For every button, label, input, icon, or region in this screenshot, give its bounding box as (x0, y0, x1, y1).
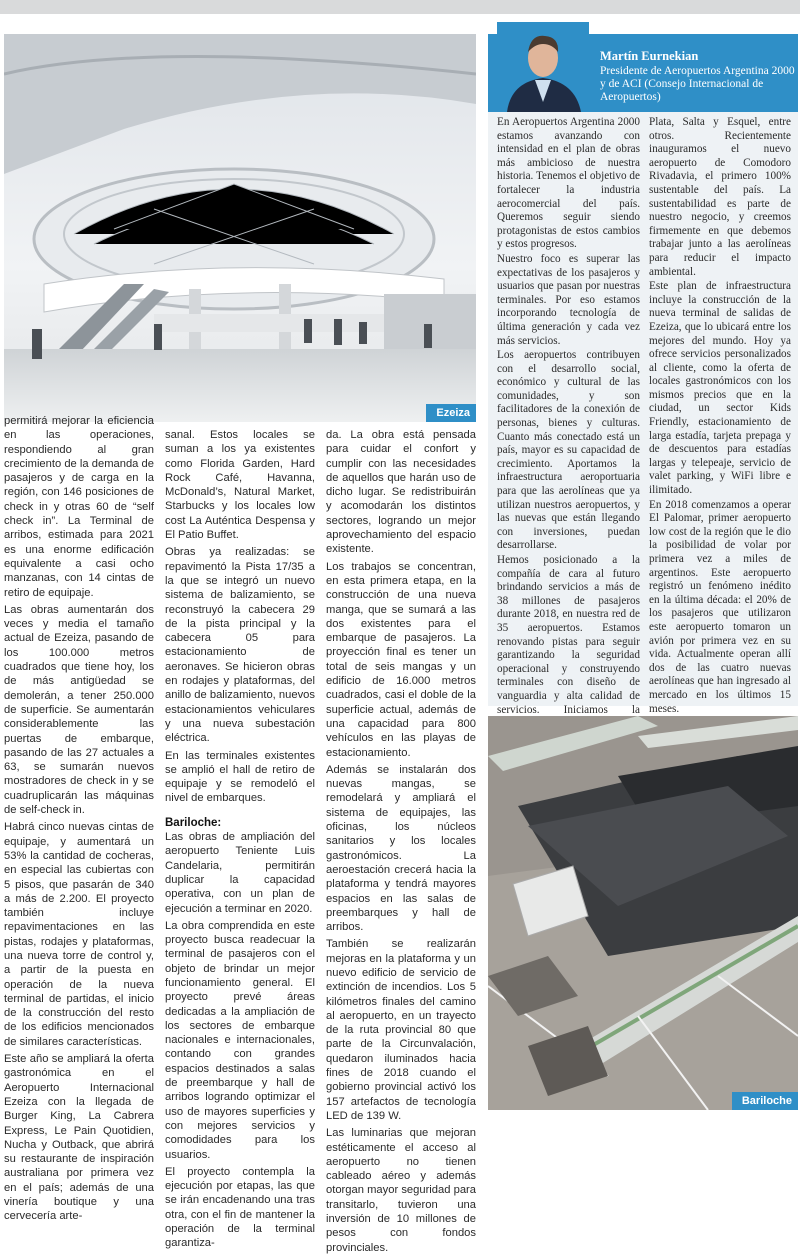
article-paragraph: sanal. Estos locales se suman a los ya existentes como Florida Garden, Hard Rock Café, Havanna, McDonald’s, Natural Market, Starbucks y los locales low cost La Auténtica Despensa y El Patio Buffet. (165, 429, 315, 542)
interview-paragraph: Los aeropuertos contribuyen con el desarrollo social, económico y cultural de las comunidades, y son facilitadores de la conexión de personas, bienes y culturas. Cuanto más conectado está un país, mayor es su capacidad de crecimiento. Aportamos la infraestructura aeroportuaria para que las aerolíneas que ya utilizan nuestros aeropuertos, y las nuevas que están llegando con inversiones, puedan desarrollarse. (497, 349, 640, 552)
interviewee-credit (600, 50, 796, 104)
article-paragraph: Las luminarias que mejoran estéticamente el acceso al aeropuerto no tienen cableado aéreo y además otorgan mayor seguridad para transitarlo, tuvieron una inversión de 10 millones de pesos con fondos provinciales. (326, 1127, 476, 1254)
bariloche-airport-photo (488, 716, 798, 1110)
interview-paragraph: Plata, Salta y Esquel, entre otros. Recientemente inauguramos el nuevo aeropuerto de Comodoro Rivadavia, el primero 100% sustentable del país. La sustentabilidad es parte de nuestro negocio, y creemos firmemente en que debemos trabajar junto a las aerolíneas para reducir el impacto ambiental. (649, 116, 791, 278)
article-column-1 (4, 414, 154, 1227)
article-paragraph: Las obras de ampliación del aeropuerto Teniente Luis Candelaria, permitirán duplicar la capacidad operativa, con un plan de ejecución a terminar en 2020. (165, 831, 315, 915)
article-column-3 (326, 428, 476, 1258)
interview-paragraph: En Aeropuertos Argentina 2000 estamos avanzando con intensidad en el plan de obras más ambicioso de nuestra historia. Tenemos el objetivo de fortalecer la industria aerocomercial del país. Queremos seguir siendo protagonistas de estos cambios y estos progresos. (497, 116, 640, 251)
article-paragraph: permitirá mejorar la eficiencia en las operaciones, respondiendo al gran crecimiento de la demanda de pasajeros y de carga en la región, con 146 posiciones de check in y otras 60 de “self check in”. La Terminal de arribos, estimada para 2021 es una enorme edificación equivalente a casi ocho manzanas, con 14 cintas de retiro de equipaje. (4, 415, 154, 599)
interviewee-role: Presidente de Aeropuertos Argentina 2000 y de ACI (Consejo Internacional de Aeropuertos) (600, 65, 795, 103)
interview-paragraph: Este plan de infraestructura incluye la construcción de la nueva terminal de salidas de Ezeiza, que lo ubicará entre los mejores del mundo. Hoy ya ofrece servicios personalizados al cliente, como la oferta de locales gastronómicos con los mismos precios que en la ciudad, un sector Kids Friendly, estacionamiento de larga estadía, tarjeta prepaga y de descuentos para estadías largas y telepeaje, servicio de valet parking, y WiFi libre e ilimitado. (649, 280, 791, 497)
interview-column-1 (497, 116, 640, 800)
article-paragraph: La obra comprendida en este proyecto busca readecuar la terminal de pasajeros con el objeto de brindar un mejor funcionamiento general. El proyecto prevé áreas dedicadas a la ampliación de los sectores de embarque nacionales e internacionales, contando con grandes espacios destinados a salas de preembarque y hall de arribos logrando optimizar el uso de mayores superficies y con mejores servicios y comodidades para los usuarios. (165, 919, 315, 1161)
ezeiza-terminal-photo (4, 34, 476, 422)
article-paragraph: Habrá cinco nuevas cintas de equipaje, y aumentará un 53% la cantidad de cocheras, en especial las cubiertas con 5 pisos, que pasarán de 340 a más de 2.200. El proyecto también incluye repavimentaciones en las pistas, rodajes y plataformas, una nueva torre de control y, a partir de la puesta en operación de la nueva terminal de partidas, el inicio de la construcción del resto de los edificios mencionados de similares características. (4, 821, 154, 1048)
photo-caption: Bariloche (732, 1092, 798, 1110)
portrait-photo (497, 22, 589, 112)
article-paragraph: Obras ya realizadas: se repavimentó la Pista 17/35 a la que se integró un nuevo sistema de balizamiento, se reconstruyó la cabecera 29 de la pista principal y la cabecera 05 para estacionamiento de aeronaves. Se hicieron obras en rodajes y plataformas, del anillo de balizamiento, nuevos estacionamientos vehiculares y una nueva subestación eléctrica. (165, 546, 315, 745)
interview-column-2 (649, 116, 791, 800)
interview-paragraph: En 2018 comenzamos a operar El Palomar, primer aeropuerto low cost de la región que le dio la posibilidad de volar por primera vez a miles de argentinos. Este aeropuerto registró un fenómeno inédito en la última década: el 20% de los pasajeros que utilizaron este aeropuerto tomaron un avión por primera vez en su vida. Actualmente operan allí dos de las cuatro nuevas aerolíneas que han ingresado al mercado en los últimos 15 meses. (649, 498, 791, 715)
article-column-2 (165, 428, 315, 1254)
article-paragraph: da. La obra está pensada para cuidar el confort y cumplir con las necesidades de aquellos que harán uso de dicho lugar. Se redistribuirán y acomodarán los distintos sectores, logrando un mejor aprovechamiento del espacio existente. (326, 429, 476, 556)
interview-paragraph: Hemos posicionado a la compañía de cara al futuro brindando servicios a más de 38 millones de pasajeros durante 2018, en nuestra red de 35 aeropuertos. Estamos renovando pistas para seguir garantizando la seguridad operacional y construyendo terminales con diseño de vanguardia y alta calidad de servicios. Iniciamos la (497, 554, 640, 716)
header-bar (0, 0, 800, 14)
article-paragraph: En las terminales existentes se amplió el hall de retiro de equipaje y se remodeló el nivel de embarques. (165, 749, 315, 805)
article-paragraph: Además se instalarán dos nuevas mangas, se remodelará y ampliará el sistema de equipajes, las oficinas, los núcleos sanitarios y los locales gastronómicos. La aeroestación crecerá hacia la plataforma y tendrá mayores espacios en las salas de preembarques y hall de arribos. (326, 763, 476, 934)
article-paragraph: El proyecto contempla la ejecución por etapas, las que se irán encadenando una tras otra, con el fin de mantener la operación de la terminal garantiza- (165, 1165, 315, 1250)
photo-caption: Ezeiza (426, 404, 476, 422)
article-paragraph: Este año se ampliará la oferta gastronómica en el Aeropuerto Internacional Ezeiza con la llegada de Burger King, La Cabrera Express, Le Pain Quotidien, Nucha y Outback, que abrirá su restaurante de inspiración australiana por primera vez en el país; además de una vinería boutique y una cervecería arte- (4, 1053, 154, 1223)
section-heading: Bariloche: (165, 816, 222, 829)
article-paragraph: Las obras aumentarán dos veces y media el tamaño actual de Ezeiza, pasando de los 100.000 metros cuadrados que tiene hoy, los de más antigüedad se demolerán, a tener 250.000 de superficie. Se aumentarán considerablemente las puertas de embarque, pasando de las 27 actuales a 63, se sumarán nuevos mostradores de check in y se cuadruplicarán las máquinas de self-check in. (4, 603, 154, 817)
article-paragraph: También se realizarán mejoras en la plataforma y un nuevo edificio de servicio de extinción de incendios. Los 5 kilómetros finales del camino al aeropuerto, en un trayecto de la ruta provincial 80 que parte de la Circunvalación, quedaron iluminados hacia fines de 2018 cuando el gobierno provincial activó los 157 artefactos de tecnología LED de 139 W. (326, 938, 476, 1122)
article-paragraph: Los trabajos se concentran, en esta primera etapa, en la construcción de una nueva manga, que se sumará a las dos existentes para el embarque de pasajeros. La proyección final es tener un total de seis mangas y un edificio de 16.000 metros cuadrados, casi el doble de la superficie actual, además de una capacidad para 800 vehículos en las playas de estacionamiento. (326, 560, 476, 759)
interview-paragraph: Nuestro foco es superar las expectativas de los pasajeros y usuarios que pasan por nuestras terminales. Por eso estamos incorporando tecnología de última generación y cada vez más servicios. (497, 252, 640, 347)
interviewee-name: Martín Eurnekian (600, 49, 699, 63)
